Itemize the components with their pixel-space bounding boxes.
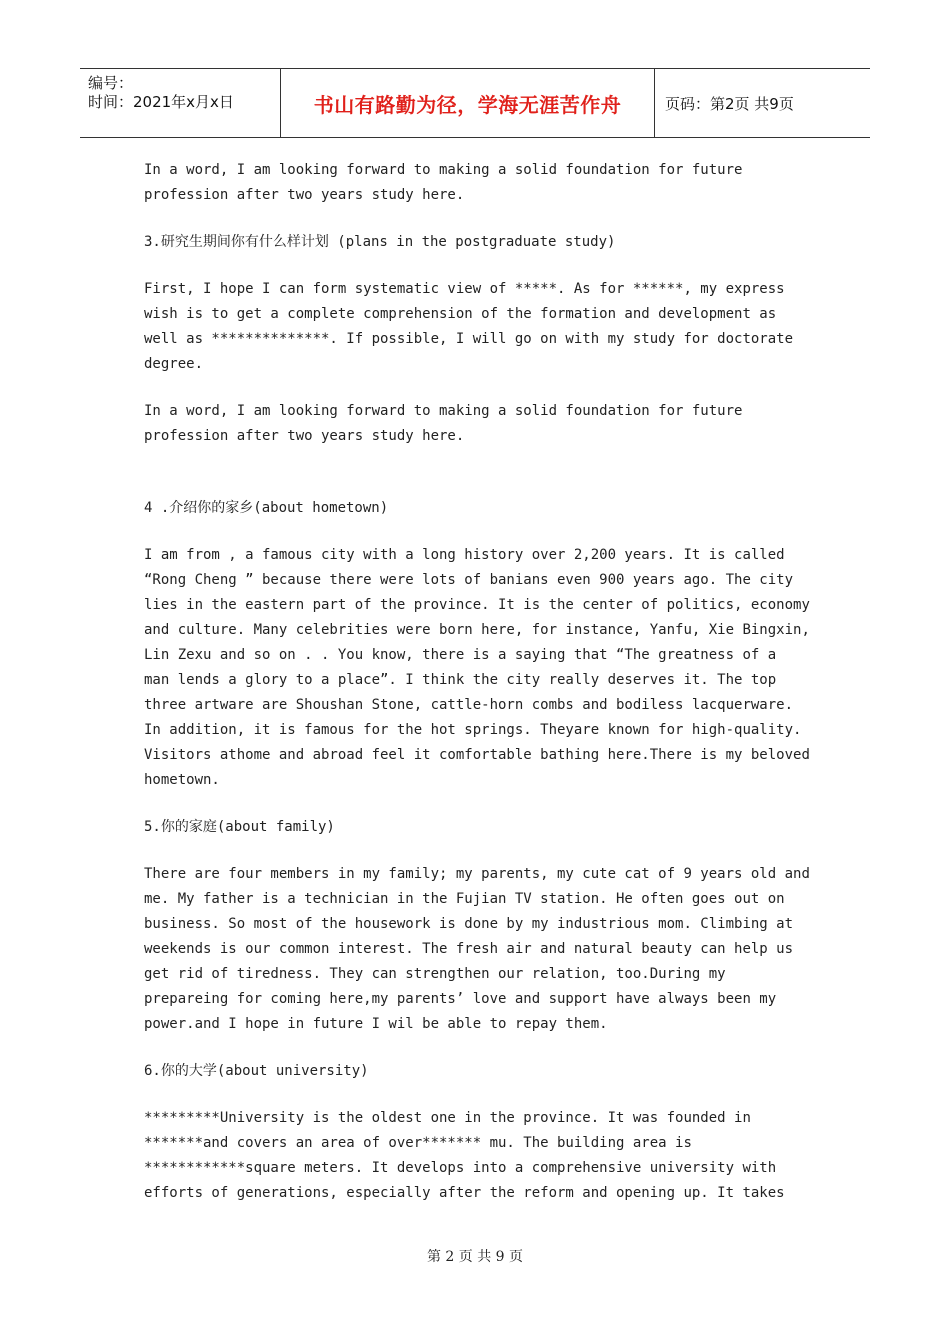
document-body bbox=[144, 158, 844, 1228]
section-heading-hometown: 4 .介绍你的家乡(about hometown) bbox=[144, 500, 389, 516]
section-heading-plans: 3.研究生期间你有什么样计划 (plans in the postgraduate study) bbox=[144, 234, 616, 250]
header-motto: 书山有路勤为径，学海无涯苦作舟 bbox=[313, 92, 622, 117]
paragraph-conclusion-1: In a word, I am looking forward to making a solid foundation for future profession after two years study here. bbox=[144, 162, 743, 203]
paragraph-university: *********University is the oldest one in the province. It was founded in *******and covers an area of over******* mu. The building area is ************square meters. It develops into a comprehensive university with efforts of generations, especially after the reform and opening up. It takes bbox=[144, 1110, 785, 1201]
section-heading-university: 6.你的大学(about university) bbox=[144, 1063, 369, 1079]
header-meta-cell bbox=[80, 69, 280, 137]
paragraph-conclusion-2: In a word, I am looking forward to making a solid foundation for future profession after two years study here. bbox=[144, 403, 743, 444]
header-page-cell bbox=[655, 69, 870, 137]
header-motto-cell bbox=[280, 69, 655, 137]
page-footer: 第 2 页 共 9 页 bbox=[426, 1249, 524, 1265]
document-number-label: 编号： bbox=[88, 74, 134, 92]
section-heading-family: 5.你的家庭(about family) bbox=[144, 819, 335, 835]
header-page-info: 页码：第2页 共9页 bbox=[665, 94, 794, 113]
paragraph-family: There are four members in my family; my parents, my cute cat of 9 years old and me. My father is a technician in the Fujian TV station. He often goes out on business. So most of the housework is done by my industrious mom. Climbing at weekends is our common interest. The fresh air and natural beauty can help us get rid of tiredness. They can strengthen our relation, too.During my prepareing for coming here,my parents’ love and support have always been my power.and I hope in future I wil be able to repay them. bbox=[144, 866, 810, 1032]
document-time-label: 时间：2021年x月x日 bbox=[88, 93, 234, 111]
paragraph-plans: First, I hope I can form systematic view of *****. As for ******, my express wish is to get a complete comprehension of the formation and development as well as **************. If possible, I will go on with my study for doctorate degree. bbox=[144, 281, 794, 372]
page-header bbox=[80, 68, 870, 138]
paragraph-hometown: I am from , a famous city with a long history over 2,200 years. It is called “Rong Cheng ” because there were lots of banians even 900 years ago. The city lies in the eastern part of the province. It is the center of politics, economy and culture. Many celebrities were born here, for instance, Yanfu, Xie Bingxin, Lin Zexu and so on . . You know, there is a saying that “The greatness of a man lends a glory to a place”. I think the city really deserves it. The top three artware are Shoushan Stone, cattle-horn combs and bodiless lacquerware. In addition, it is famous for the hot springs. Theyare known for high-quality. Visitors athome and abroad feel it comfortable bathing here.There is my beloved hometown. bbox=[144, 547, 810, 788]
